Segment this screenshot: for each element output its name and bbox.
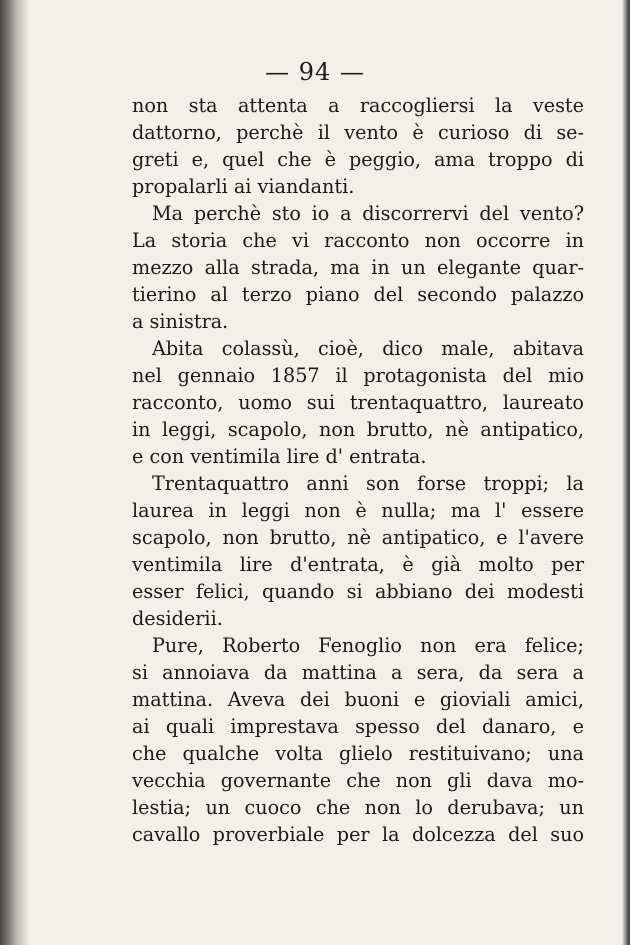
text-line: mezzo alla strada, ma in un elegante quar-: [132, 256, 584, 279]
text-line: e con ventimila lire d' entrata.: [132, 445, 427, 468]
text-line: Trentaquattro anni son forse troppi; la: [152, 472, 584, 495]
text-line: laurea in leggi non è nulla; ma l' essere: [132, 499, 584, 522]
text-line: greti e, quel che è peggio, ama troppo di: [132, 148, 584, 171]
text-line: Ma perchè sto io a discorrervi del vento?: [152, 202, 584, 225]
text-line: non sta attenta a raccogliersi la veste: [132, 94, 584, 117]
text-line: tierino al terzo piano del secondo palazzo: [132, 283, 584, 306]
text-line: Abita colassù, cioè, dico male, abitava: [152, 337, 584, 360]
page-edge: [622, 0, 630, 945]
text-line: che qualche volta glielo restituivano; una: [132, 742, 584, 765]
binding-gutter: [0, 0, 30, 945]
text-line: racconto, uomo sui trentaquattro, laureato: [132, 391, 584, 414]
text-line: Pure, Roberto Fenoglio non era felice;: [152, 634, 584, 657]
text-line: si annoiava da mattina a sera, da sera a: [132, 661, 584, 684]
text-line: lestia; un cuoco che non lo derubava; un: [132, 796, 584, 819]
paragraph: [132, 335, 584, 470]
text-line: esser felici, quando si abbiano dei modesti: [132, 580, 584, 603]
text-line: dattorno, perchè il vento è curioso di se-: [132, 121, 584, 144]
text-line: in leggi, scapolo, non brutto, nè antipatico,: [132, 418, 584, 441]
text-line: vecchia governante che non gli dava mo-: [132, 769, 584, 792]
paragraph: [132, 92, 584, 200]
paragraph: [132, 200, 584, 335]
text-line: desiderii.: [132, 607, 223, 630]
text-line: scapolo, non brutto, nè antipatico, e l'avere: [132, 526, 584, 549]
text-line: a sinistra.: [132, 310, 229, 333]
text-line: ventimila lire d'entrata, è già molto per: [132, 553, 584, 576]
text-line: cavallo proverbiale per la dolcezza del suo: [132, 823, 584, 846]
text-line: ai quali imprestava spesso del danaro, e: [132, 715, 584, 738]
paragraph: [132, 470, 584, 632]
page-number: — 94 —: [265, 58, 365, 86]
text-line: propalarli ai viandanti.: [132, 175, 355, 198]
text-line: mattina. Aveva dei buoni e gioviali amici,: [132, 688, 584, 711]
paragraph: [132, 632, 584, 848]
body-text: [132, 92, 584, 848]
text-line: nel gennaio 1857 il protagonista del mio: [132, 364, 584, 387]
text-line: La storia che vi racconto non occorre in: [132, 229, 584, 252]
